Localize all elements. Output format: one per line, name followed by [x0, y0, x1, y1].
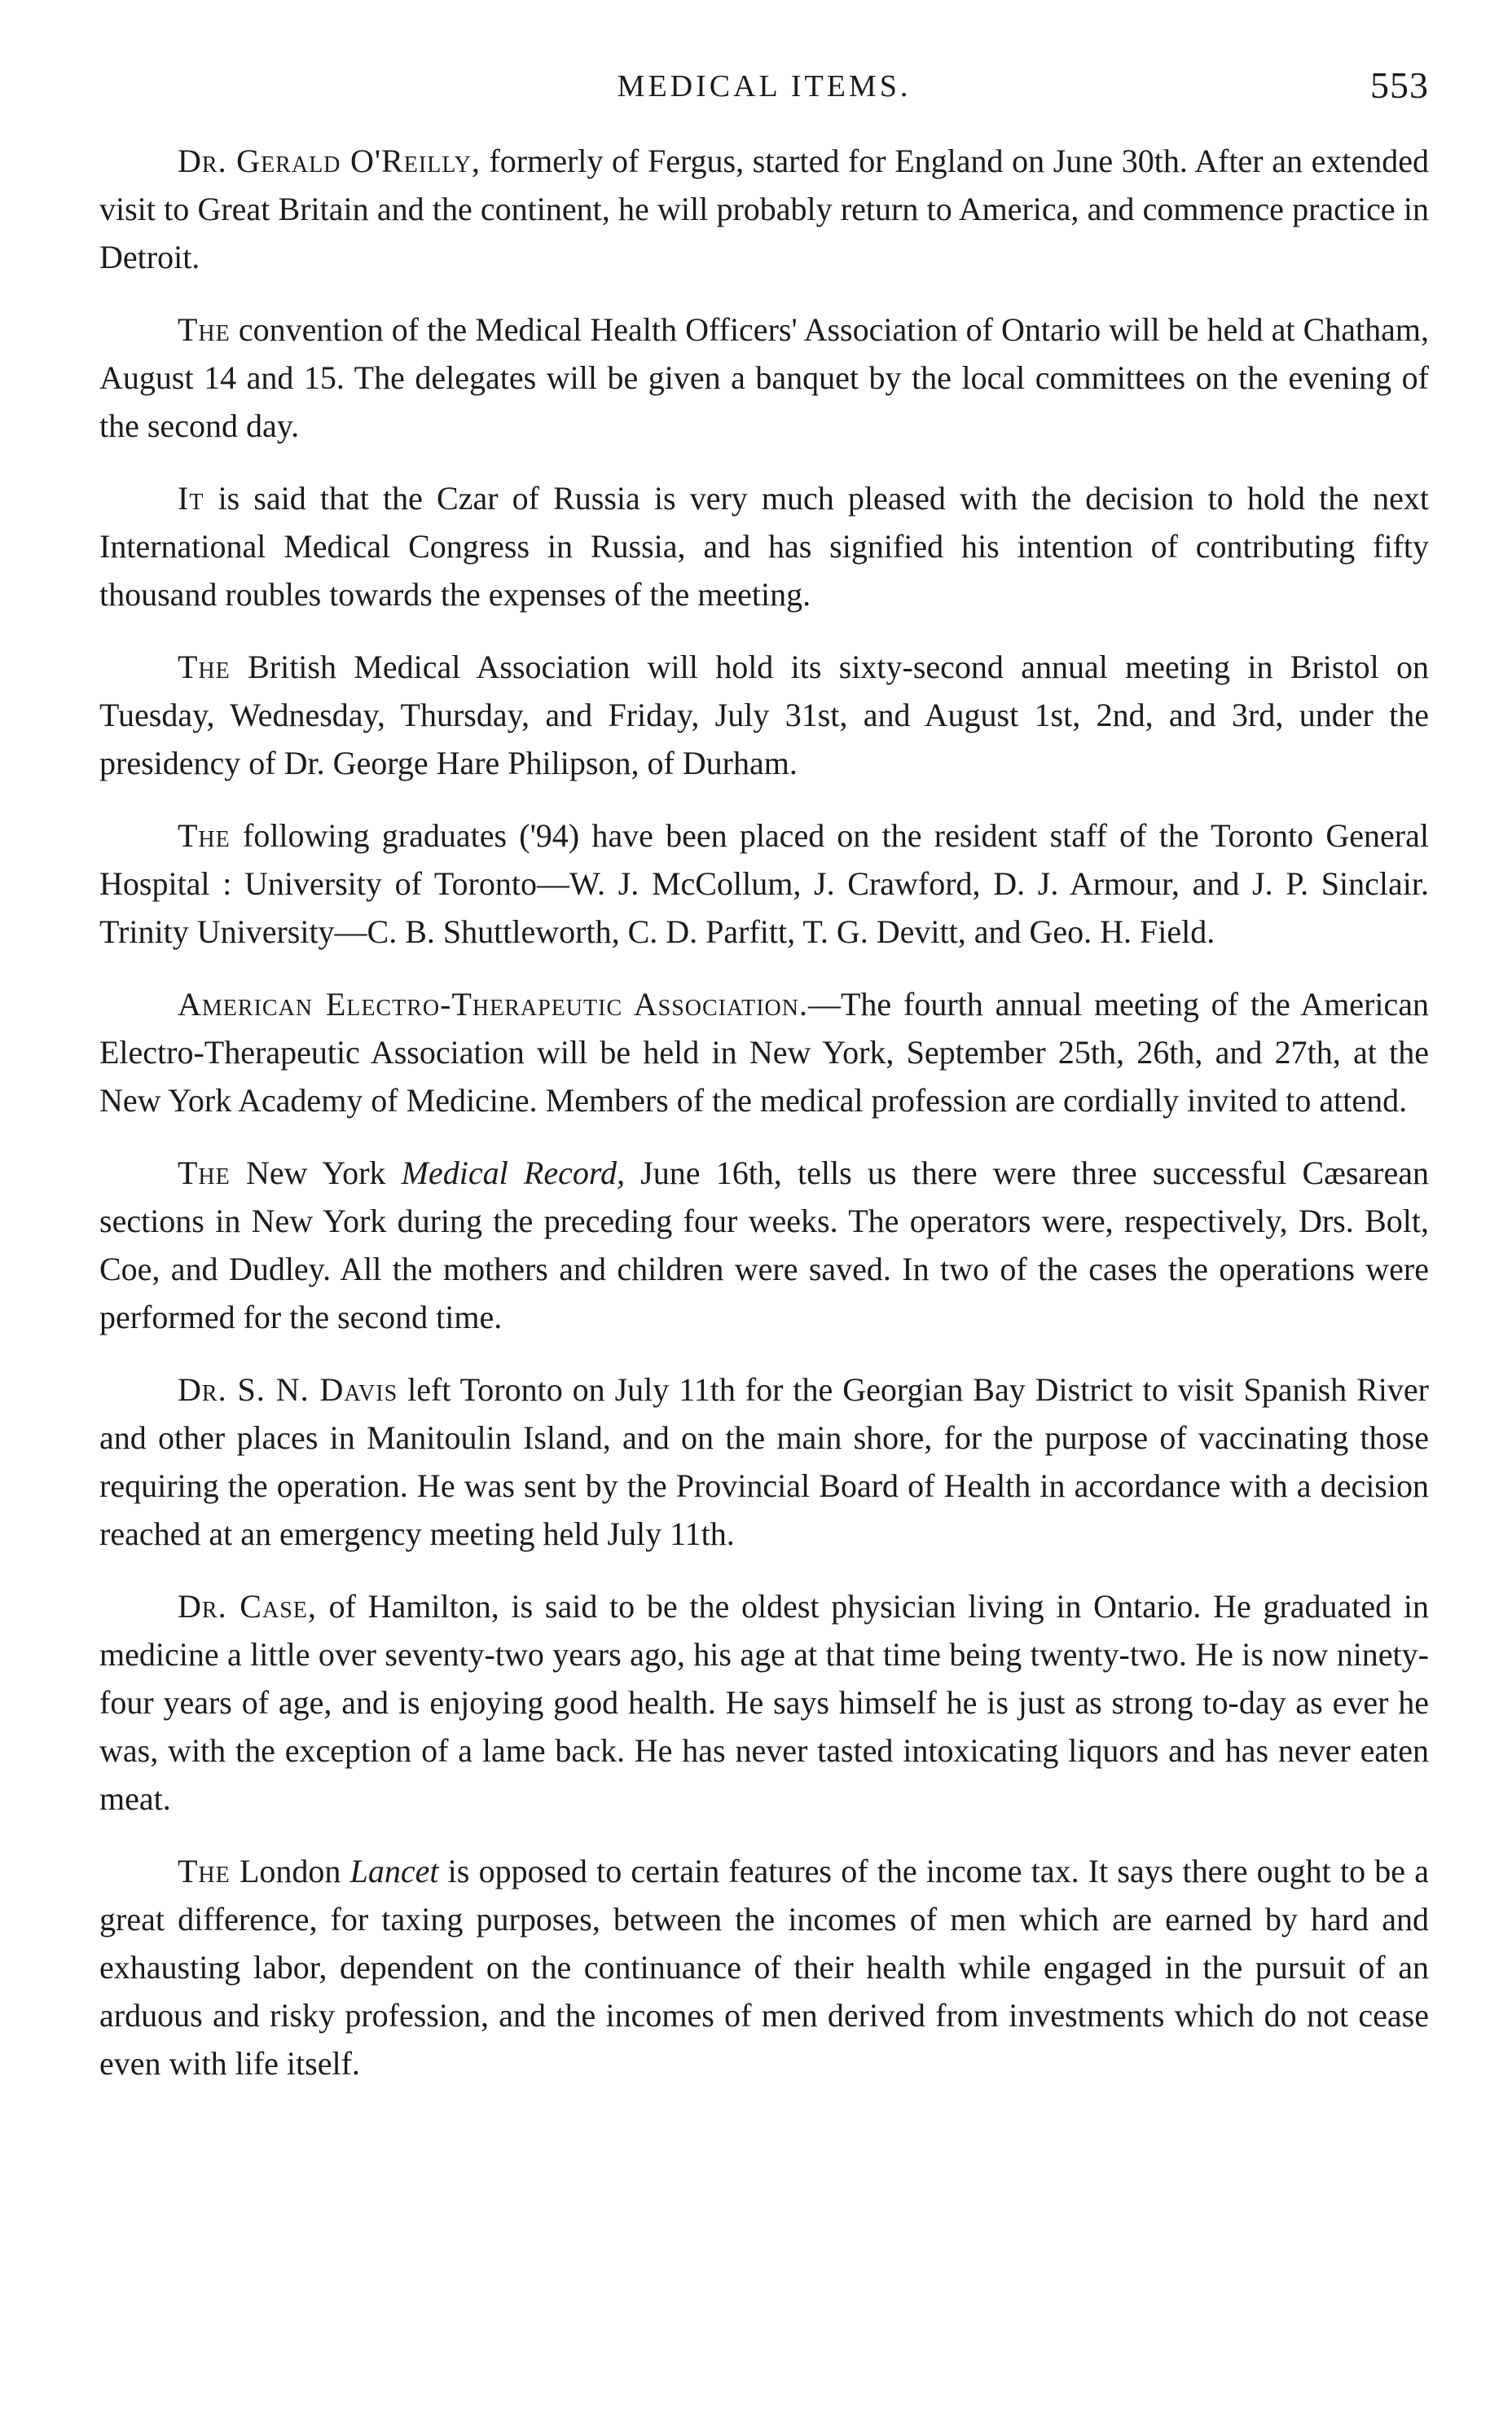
item-health-officers-convention — [99, 306, 1429, 450]
item-case-oldest-physician — [99, 1582, 1429, 1823]
item-lead: The — [178, 817, 231, 854]
item-caesarean-sections — [99, 1149, 1429, 1341]
page-number: 553 — [1370, 64, 1429, 106]
item-text: convention of the Medical Health Officers' Association of Ontario will be held at Chatham, August 14 and 15. The delegates will be given a banquet by the local committees on the evening of the second day. — [99, 311, 1429, 444]
item-text: following graduates ('94) have been placed on the resident staff of the Toronto General Hospital : University of Toronto—W. J. McCollum, J. Crawford, D. J. Armour, and J. P. Sinclair. Trinity University—C. B. Shuttleworth, C. D. Parfitt, T. G. Devitt, and Geo. H. Field. — [99, 817, 1429, 950]
article-body — [99, 137, 1429, 2087]
item-lead: American Electro-Therapeutic Association. — [178, 986, 808, 1023]
item-text: of Hamilton, is said to be the oldest physician living in Ontario. He graduated in medicine a little over seventy-two years ago, his age at that time being twenty-two. He is now ninety-four years of age, and is enjoying good health. He says himself he is just as strong to-day as ever he was, with the exception of a lame back. He has never tasted intoxicating liquors and has never eaten meat. — [99, 1588, 1430, 1817]
item-lead: The — [178, 1853, 231, 1889]
item-text: is said that the Czar of Russia is very much pleased with the decision to hold the next International Medical Congress in Russia, and has signified his intention of contributing fifty thousand roubles towards the expenses of the meeting. — [99, 480, 1429, 613]
journal-title: Lancet — [349, 1853, 439, 1889]
item-lead: It — [178, 480, 204, 517]
item-text: is opposed to certain features of the income tax. It says there ought to be a great difference, for taxing purposes, between the incomes of men which are earned by hard and exhausting labor, dependent on the continuance of their health while engaged in the pursuit of an arduous and risky profession, and the incomes of men derived from investments which do not cease even with life itself. — [99, 1853, 1429, 2082]
item-text: British Medical Association will hold its sixty-second annual meeting in Bristol on Tuesday, Wednesday, Thursday, and Friday, July 31st, and August 1st, 2nd, and 3rd, under the presidency of Dr. George Hare Philipson, of Durham. — [99, 649, 1429, 781]
book-page — [99, 64, 1429, 2394]
item-electro-therapeutic — [99, 980, 1429, 1124]
item-text: formerly of Fergus, started for England on June 30th. After an extended visit to Great Britain and the continent, he will probably return to America, and commence practice in Detroit. — [99, 143, 1429, 275]
running-title: MEDICAL ITEMS. — [617, 69, 912, 103]
item-lead: Dr. S. N. Davis — [178, 1371, 398, 1408]
item-resident-staff — [99, 812, 1429, 956]
item-text-before: New York — [230, 1155, 402, 1191]
item-text-before: London — [230, 1853, 350, 1889]
item-lead: Dr. Gerald O'Reilly, — [178, 143, 481, 179]
item-lead: Dr. Case, — [178, 1588, 317, 1625]
item-lead: The — [178, 311, 231, 348]
item-lead: The — [178, 1155, 231, 1191]
item-text: left Toronto on July 11th for the Georgian Bay District to visit Spanish River and other places in Manitoulin Island, and on the main shore, for the purpose of vaccinating those requiring the operation. He was sent by the Provincial Board of Health in accordance with a decision reached at an emergency meeting held July 11th. — [99, 1371, 1429, 1552]
item-lead: The — [178, 649, 231, 685]
item-oreilly — [99, 137, 1429, 281]
item-davis-vaccination — [99, 1366, 1429, 1558]
running-head — [99, 64, 1429, 137]
item-text: —The fourth annual meeting of the American Electro-Therapeutic Association will be held in New York, September 25th, 26th, and 27th, at the New York Academy of Medicine. Members of the medical profession are cordially invited to attend. — [99, 986, 1430, 1119]
item-british-medical-association — [99, 643, 1429, 787]
item-lancet-income-tax — [99, 1847, 1429, 2087]
item-czar-congress — [99, 474, 1429, 618]
item-text: June 16th, tells us there were three successful Cæsarean sections in New York during the preceding four weeks. The operators were, respectively, Drs. Bolt, Coe, and Dudley. All the mothers and children were saved. In two of the cases the operations were performed for the second time. — [99, 1155, 1430, 1335]
journal-title: Medical Record, — [401, 1155, 625, 1191]
